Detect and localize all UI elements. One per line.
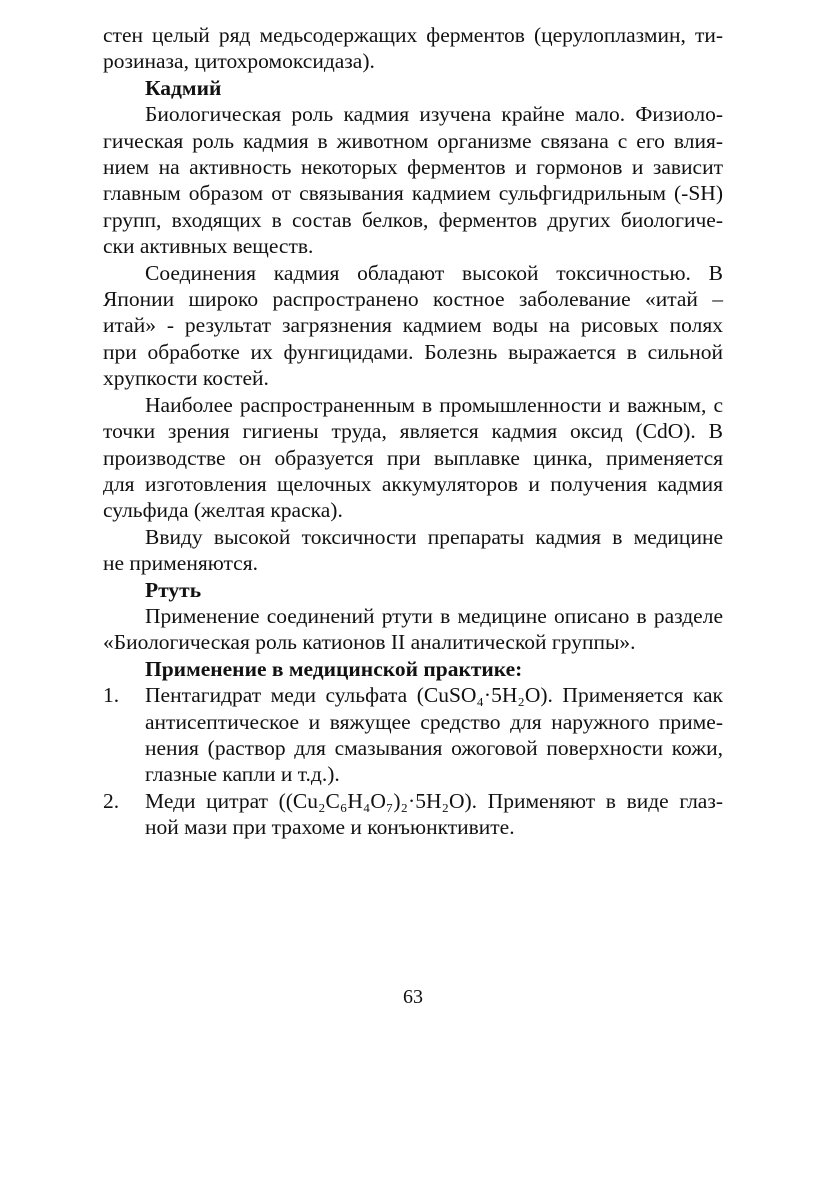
list-item <box>103 788 723 841</box>
text-line: гическая роль кадмия в животном организме связана с его влия- <box>103 128 723 153</box>
section-heading-cadmium: Кадмий <box>145 75 222 100</box>
text-line: итай» - результат загрязнения кадмием воды на рисовых полях <box>103 313 723 338</box>
text-line: для изготовления щелочных аккумуляторов и получения кадмия <box>103 471 723 496</box>
paragraph-cadmium-medicine <box>103 524 723 577</box>
text-line: производстве он образуется при выплавке цинка, применяется <box>103 445 723 470</box>
page-number: 63 <box>403 986 423 1008</box>
text-line: Соединения кадмия обладают высокой токсичностью. В <box>145 260 723 285</box>
paragraph-cadmium-toxicity <box>103 260 723 392</box>
text-line: групп, входящих в состав белков, ферментов других биологиче- <box>103 207 723 232</box>
paragraph-cadmium-oxide <box>103 392 723 524</box>
section-heading-mercury: Ртуть <box>145 577 202 602</box>
list-item-number: 1. <box>103 683 120 708</box>
text-line: Меди цитрат ((Cu₂C₆H₄O₇)₂·5H₂O). Применяют в виде глаз- <box>145 788 723 813</box>
paragraph-cadmium-role <box>103 101 723 259</box>
text-line: нием на активность некоторых ферментов и гормонов и зависит <box>103 155 723 180</box>
paragraph-continuation <box>103 22 723 75</box>
text-line: главным образом от связывания кадмием сульфгидрильным (-SH) <box>103 181 723 206</box>
text-line: «Биологическая роль катионов II аналитической группы». <box>103 630 636 655</box>
text-line: при обработке их фунгицидами. Болезнь выражается в сильной <box>103 339 723 364</box>
text-line: хрупкости костей. <box>103 366 269 391</box>
page-body <box>103 22 723 841</box>
text-line: Биологическая роль кадмия изучена крайне мало. Физиоло- <box>145 102 723 127</box>
text-line: ски активных веществ. <box>103 234 314 259</box>
text-line: нения (раствор для смазывания ожоговой поверхности кожи, <box>145 735 723 760</box>
text-line: стен целый ряд медьсодержащих ферментов (церулоплазмин, ти- <box>103 23 723 47</box>
list-item <box>103 682 723 788</box>
text-line: Ввиду высокой токсичности препараты кадмия в медицине <box>145 524 723 549</box>
text-line: Японии широко распространено костное заболевание «итай – <box>103 287 723 312</box>
text-line: розиназа, цитохромоксидаза). <box>103 49 375 74</box>
text-line: ной мази при трахоме и конъюнктивите. <box>145 815 515 840</box>
text-line: глазные капли и т.д.). <box>145 762 340 787</box>
paragraph-mercury <box>103 603 723 656</box>
text-line: точки зрения гигиены труда, является кадмия оксид (CdO). В <box>103 419 723 444</box>
section-heading-usage: Применение в медицинской практике: <box>145 656 523 681</box>
text-line: Наиболее распространенным в промышленности и важным, с <box>145 392 723 417</box>
text-line: Пентагидрат меди сульфата (CuSO₄·5H₂O). Применяется как <box>145 683 723 708</box>
list-item-number: 2. <box>103 788 120 813</box>
text-line: не применяются. <box>103 551 258 576</box>
text-line: Применение соединений ртути в медицине описано в разделе <box>145 603 723 628</box>
text-line: сульфида (желтая краска). <box>103 498 343 523</box>
usage-list <box>103 682 723 840</box>
text-line: антисептическое и вяжущее средство для наружного приме- <box>145 709 723 734</box>
